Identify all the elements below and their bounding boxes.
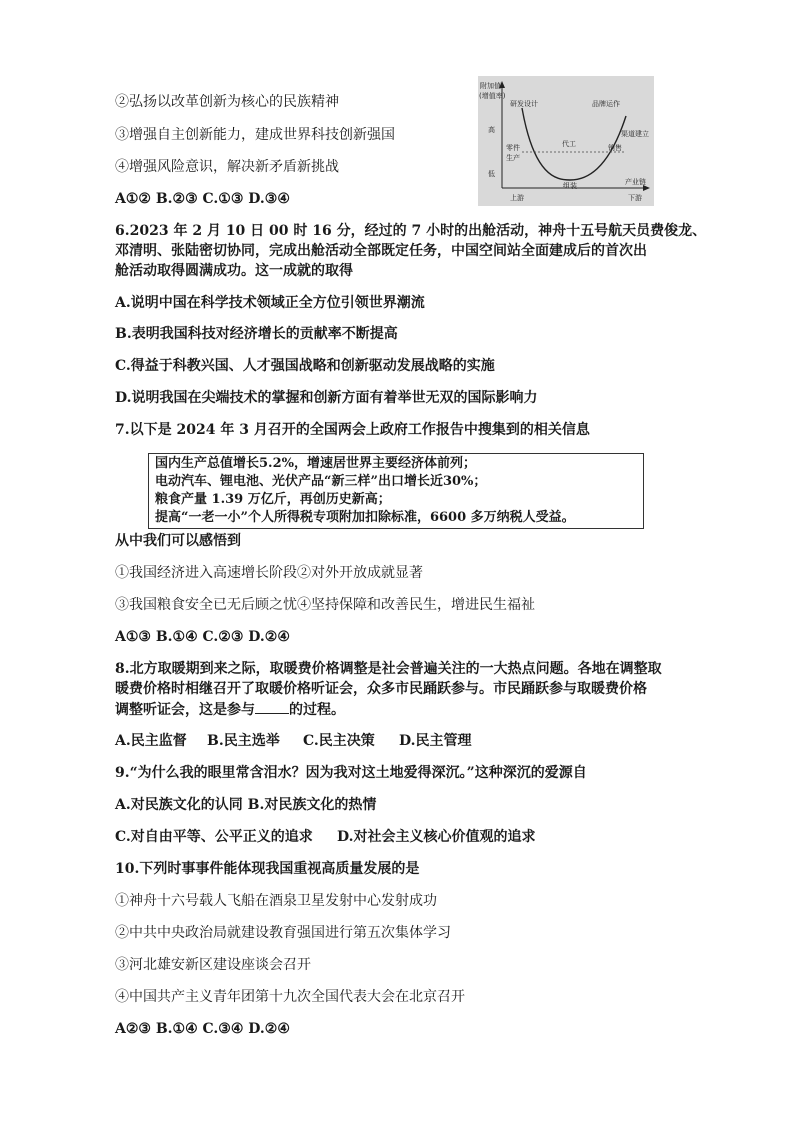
q7-options: A①③ B.①④ C.②③ D.②④ [115,629,290,645]
label-high: 高 [488,126,495,134]
q9-option-d: D.对社会主义核心价值观的追求 [337,829,536,845]
q8-option-d: D.民主管理 [399,733,472,749]
q7-box-line-3: 粮食产量 1.39 万亿斤，再创历史新高； [155,492,391,507]
label-oem: 代工 [562,140,576,148]
smile-curve-figure [478,76,654,206]
q10-options: A②③ B.①④ C.③④ D.②④ [115,1021,290,1037]
q7-items-12: ①我国经济进入高速增长阶段②对外开放成就显著 [115,565,423,581]
label-low: 低 [488,170,495,178]
q10-item-1: ①神舟十六号载人飞船在酒泉卫星发射中心发射成功 [115,893,437,909]
q9-option-c: C.对自由平等、公平正义的追求 [115,829,313,845]
q5-item-2: ②弘扬以改革创新为核心的民族精神 [115,94,339,110]
q7-info-box [148,453,644,529]
label-brand: 品牌运作 [592,100,620,108]
label-parts-1: 零件 [506,144,520,152]
q6-option-d: D.说明我国在尖端技术的掌握和创新方面有着举世无双的国际影响力 [115,390,538,406]
label-upstream: 上游 [510,194,524,202]
q8-option-c: C.民主决策 [303,733,375,749]
label-downstream: 下游 [628,194,642,202]
q10-item-2: ②中共中央政治局就建设教育强国进行第五次集体学习 [115,925,451,941]
q8-stem-3 [115,699,345,720]
label-industry-chain: 产业链 [625,178,646,186]
label-channel: 渠道建立 [621,130,649,138]
q7-box-line-2: 电动汽车、锂电池、光伏产品“新三样”出口增长近30%； [155,474,487,489]
smile-curve-svg [478,76,654,206]
q7-follow: 从中我们可以感悟到 [115,533,241,549]
q9-options-ab: A.对民族文化的认同 B.对民族文化的热情 [115,797,377,813]
q8-stem-3a: 调整听证会，这是参与 [115,702,255,718]
q8-option-a: A.民主监督 [115,733,187,749]
q5-options: A①② B.②③ C.①③ D.③④ [115,191,290,207]
y-label-1: 附加值 [480,82,501,90]
q9-stem: 9.“为什么我的眼里常含泪水？因为我对这土地爱得深沉。”这种深沉的爱源自 [115,765,587,781]
label-parts-2: 生产 [506,154,520,162]
y-label-2: (增值率) [479,92,506,100]
q6-stem-2: 邓清明、张陆密切协同，完成出舱活动全部既定任务，中国空间站全面建成后的首次出 [115,243,647,259]
label-rd: 研发设计 [510,100,538,108]
q10-item-3: ③河北雄安新区建设座谈会召开 [115,957,311,973]
q5-item-3: ③增强自主创新能力，建成世界科技创新强国 [115,127,395,143]
q7-stem: 7.以下是 2024 年 3 月召开的全国两会上政府工作报告中搜集到的相关信息 [115,422,590,438]
q6-option-c: C.得益于科教兴国、人才强国战略和创新驱动发展战略的实施 [115,358,495,374]
q6-option-a: A.说明中国在科学技术领域正全方位引领世界潮流 [115,295,425,311]
q8-option-b: B.民主选举 [207,733,280,749]
q8-blank [255,699,289,714]
q7-items-34: ③我国粮食安全已无后顾之忧④坚持保障和改善民生，增进民生福祉 [115,597,535,613]
q9-options-cd [115,827,536,847]
label-sales: 销售 [608,144,622,152]
q10-stem: 10.下列时事事件能体现我国重视高质量发展的是 [115,861,420,877]
q6-option-b: B.表明我国科技对经济增长的贡献率不断提高 [115,326,398,342]
q8-options [115,731,472,751]
q10-item-4: ④中国共产主义青年团第十九次全国代表大会在北京召开 [115,989,465,1005]
q6-stem-1: 6.2023 年 2 月 10 日 00 时 16 分，经过的 7 小时的出舱活动，神舟十五号航天员费俊龙、 [115,223,707,239]
label-assembly: 组装 [563,182,577,190]
q7-box-line-4: 提高“一老一小”个人所得税专项附加扣除标准，6600 多万纳税人受益。 [155,510,575,525]
q5-item-4: ④增强风险意识，解决新矛盾新挑战 [115,159,339,175]
q8-stem-3b: 的过程。 [289,702,345,718]
q7-box-line-1: 国内生产总值增长5.2%，增速居世界主要经济体前列； [155,456,476,471]
q8-stem-1: 8.北方取暖期到来之际，取暖费价格调整是社会普遍关注的一大热点问题。各地在调整取 [115,661,662,677]
q8-stem-2: 暖费价格时相继召开了取暖价格听证会，众多市民踊跃参与。市民踊跃参与取暖费价格 [115,681,647,697]
q6-stem-3: 舱活动取得圆满成功。这一成就的取得 [115,263,353,279]
